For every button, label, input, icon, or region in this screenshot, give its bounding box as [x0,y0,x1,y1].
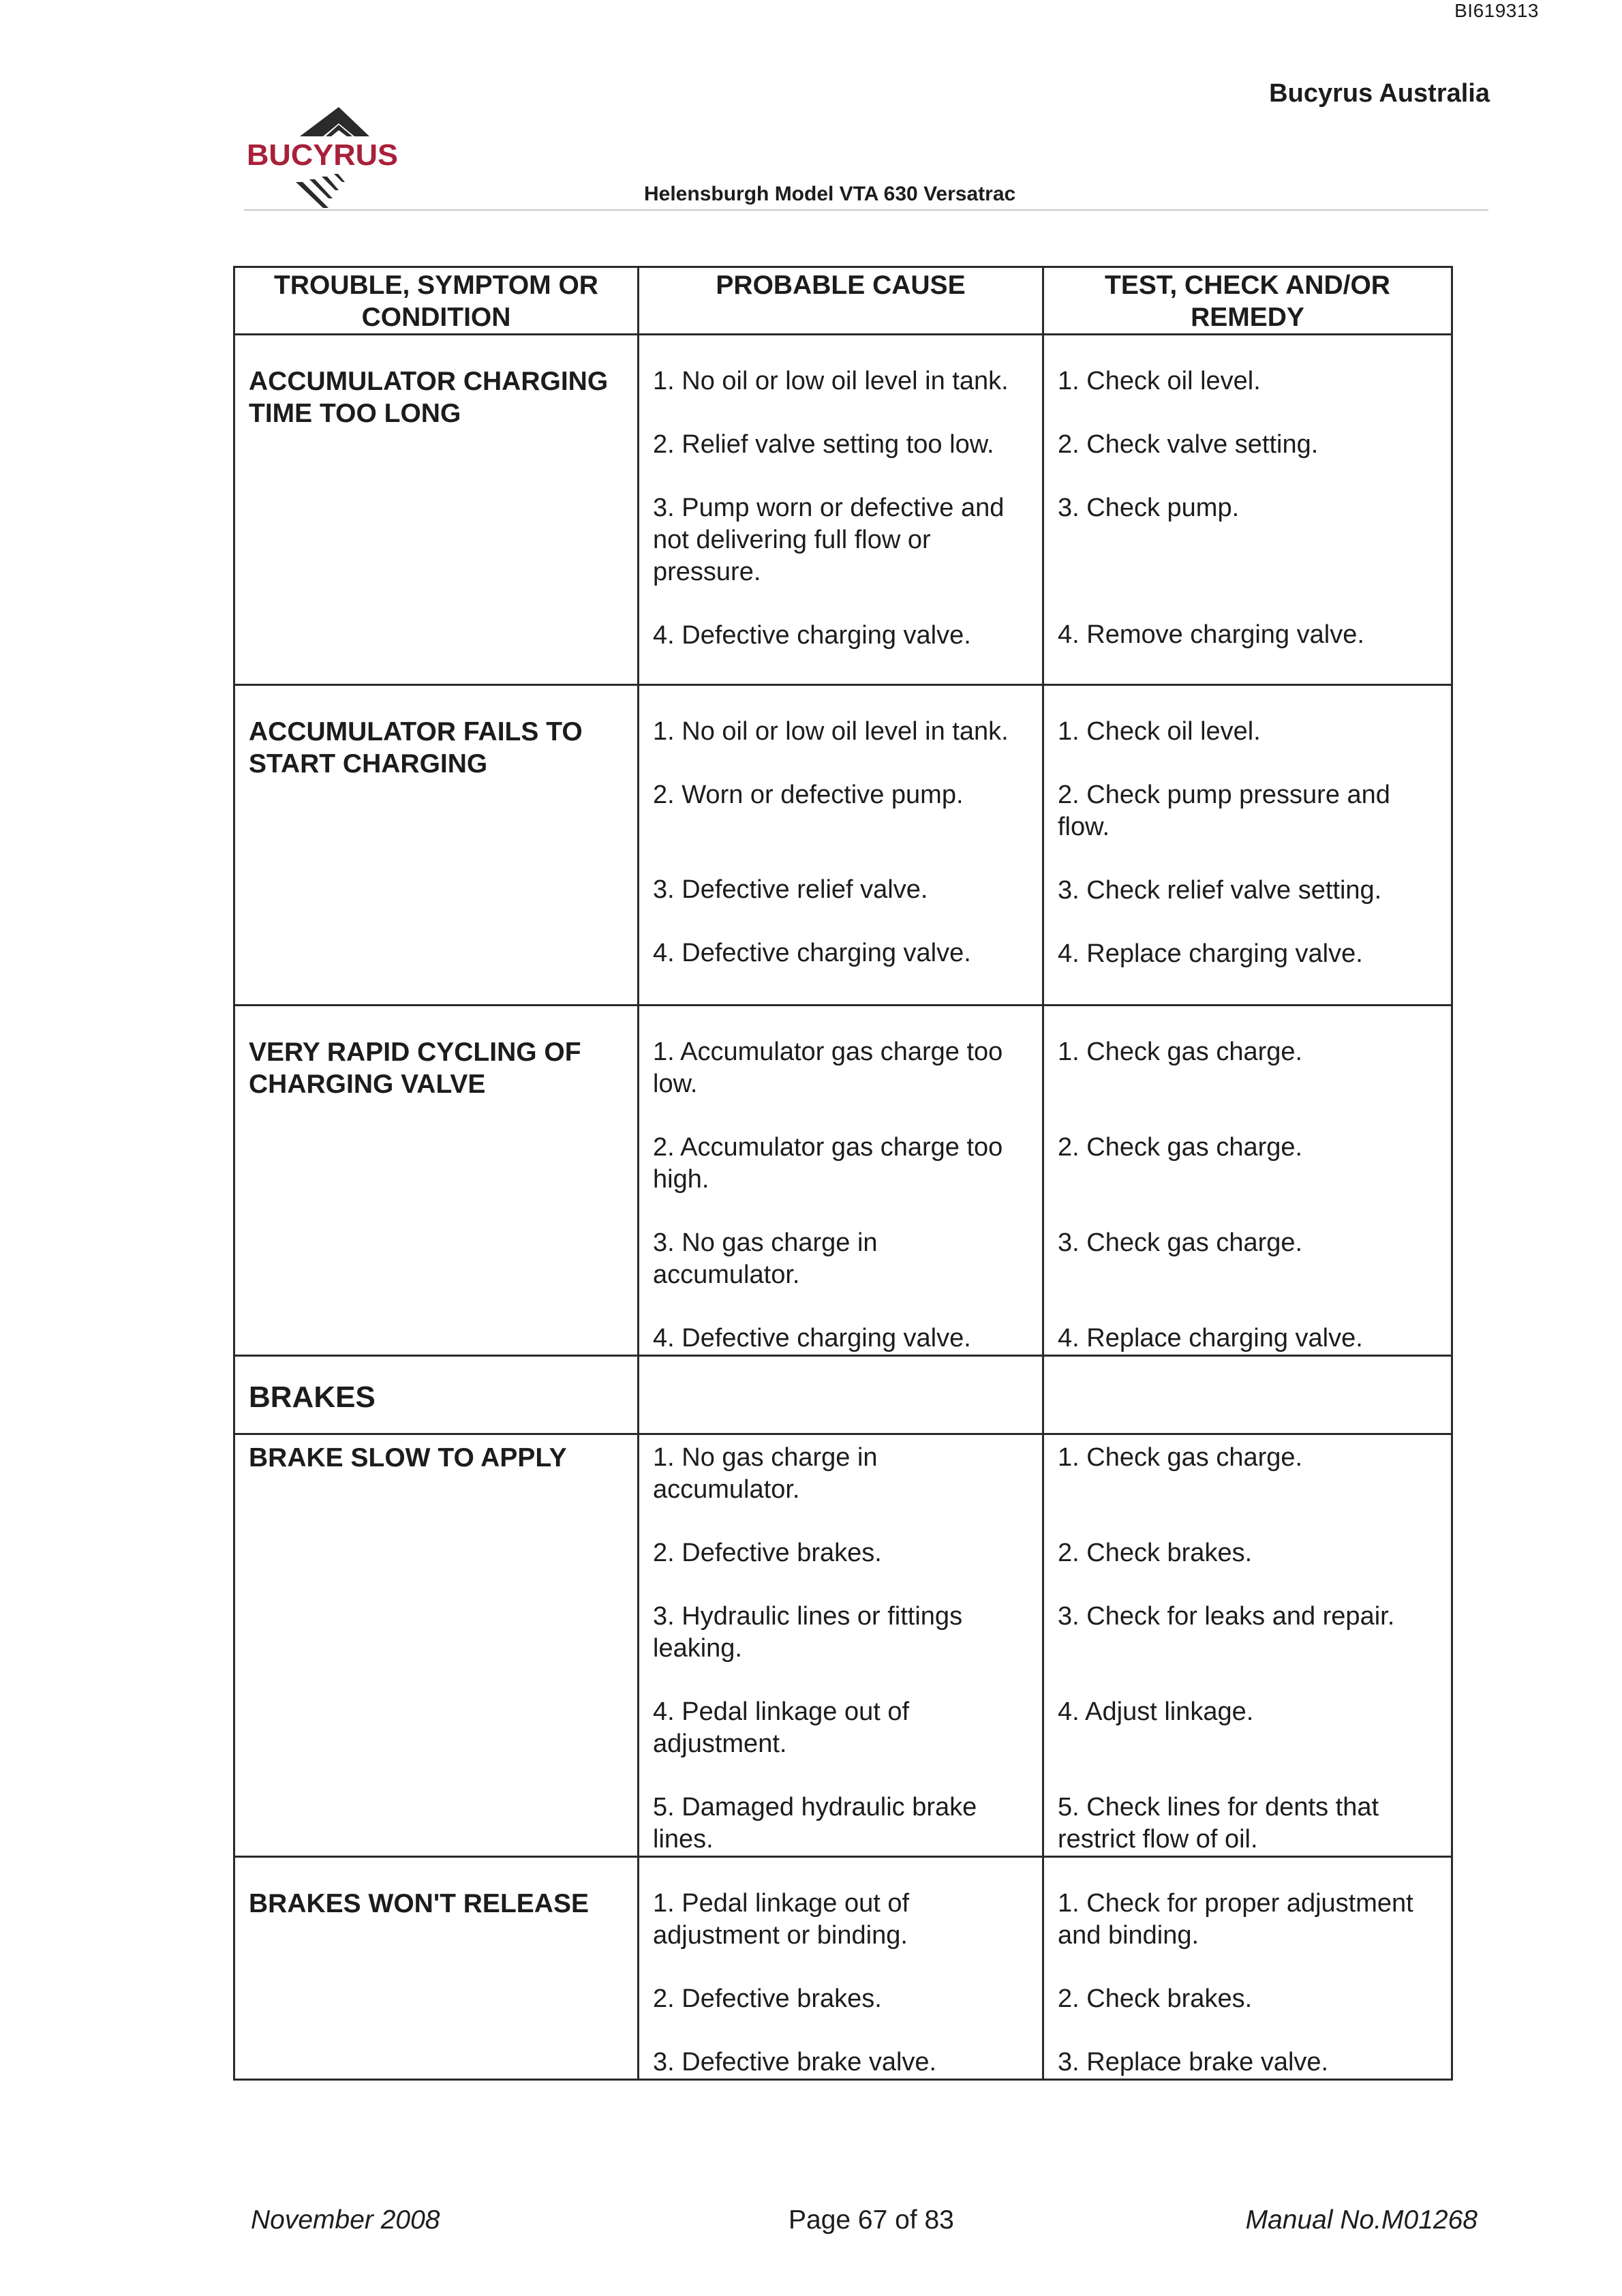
cause-item: 3. Hydraulic lines or fittings leaking. [653,1602,963,1663]
model-title: Helensburgh Model VTA 630 Versatrac [644,183,1016,205]
remedy-item: 4. Replace charging valve. [1058,939,1363,968]
header-symptom: TROUBLE, SYMPTOM OR CONDITION [234,267,639,335]
symptom-cell: BRAKE SLOW TO APPLY [234,1434,639,1857]
table-row [234,1434,1452,1857]
cause-item: 4. Defective charging valve. [653,621,971,650]
remedy-item: 2. Check pump pressure and flow. [1058,781,1390,841]
cause-item: 1. No oil or low oil level in tank. [653,717,1009,746]
cause-item: 1. Accumulator gas charge too low. [653,1038,1003,1098]
remedy-item: 5. Check lines for dents that restrict flow of oil. [1058,1793,1379,1854]
remedy-item: 4. Replace charging valve. [1058,1324,1363,1353]
remedy-cell [1043,1006,1452,1356]
cause-item: 2. Worn or defective pump. [653,781,964,809]
symptom-cell: BRAKES WON'T RELEASE [234,1857,639,2080]
remedy-cell [1043,1857,1452,2080]
section-heading: BRAKES [234,1356,639,1434]
cause-item: 3. Defective relief valve. [653,875,928,904]
table-row [234,1006,1452,1356]
remedy-item: 3. Replace brake valve. [1058,2048,1329,2076]
footer-date: November 2008 [251,2205,440,2235]
remedy-cell [1043,685,1452,1006]
cause-item: 4. Pedal linkage out of adjustment. [653,1697,910,1758]
remedy-item: 1. Check gas charge. [1058,1443,1303,1472]
header-divider [244,209,1488,211]
cause-cell [639,685,1043,1006]
cause-cell [639,1434,1043,1857]
document-id: BI619313 [1454,0,1539,21]
remedy-cell [1043,1434,1452,1857]
remedy-item: 2. Check gas charge. [1058,1133,1303,1162]
footer-manual-number: Manual No.M01268 [1245,2205,1478,2235]
section-row [234,1356,1452,1434]
logo-graphic [247,106,403,208]
remedy-item: 2. Check valve setting. [1058,430,1319,459]
table-row [234,1857,1452,2080]
empty-cell [639,1356,1043,1434]
cause-item: 4. Defective charging valve. [653,939,971,967]
remedy-item: 1. Check for proper adjustment and binding. [1058,1889,1413,1950]
cause-cell [639,335,1043,685]
remedy-item: 3. Check relief valve setting. [1058,876,1382,905]
logo-wordmark: BUCYRUS [247,138,398,172]
cause-item: 1. No gas charge in accumulator. [653,1443,878,1504]
cause-item: 3. No gas charge in accumulator. [653,1228,878,1289]
remedy-item: 4. Remove charging valve. [1058,620,1364,649]
cause-cell [639,1857,1043,2080]
company-name: Bucyrus Australia [1269,79,1490,108]
troubleshooting-table [233,266,1453,2081]
remedy-item: 3. Check gas charge. [1058,1228,1303,1257]
cause-item: 1. Pedal linkage out of adjustment or binding. [653,1889,910,1950]
cause-item: 4. Defective charging valve. [653,1324,971,1353]
table-header-row [234,267,1452,335]
table-row [234,335,1452,685]
remedy-item: 1. Check oil level. [1058,717,1261,746]
remedy-item: 3. Check for leaks and repair. [1058,1602,1395,1631]
remedy-item: 2. Check brakes. [1058,1984,1253,2013]
remedy-cell [1043,335,1452,685]
cause-item: 1. No oil or low oil level in tank. [653,367,1009,395]
cause-cell [639,1006,1043,1356]
symptom-cell: VERY RAPID CYCLING OF CHARGING VALVE [234,1006,639,1356]
remedy-item: 4. Adjust linkage. [1058,1697,1254,1726]
cause-item: 5. Damaged hydraulic brake lines. [653,1793,977,1854]
cause-item: 2. Accumulator gas charge too high. [653,1133,1003,1194]
header-remedy: TEST, CHECK AND/OR REMEDY [1043,267,1452,335]
cause-item: 2. Relief valve setting too low. [653,430,994,459]
cause-item: 3. Defective brake valve. [653,2048,937,2076]
symptom-cell: ACCUMULATOR FAILS TO START CHARGING [234,685,639,1006]
footer-page-number: Page 67 of 83 [789,2205,954,2235]
cause-item: 3. Pump worn or defective and not delivering full flow or pressure. [653,494,1005,586]
remedy-item: 2. Check brakes. [1058,1539,1253,1567]
cause-item: 2. Defective brakes. [653,1539,882,1567]
symptom-cell: ACCUMULATOR CHARGING TIME TOO LONG [234,335,639,685]
cause-item: 2. Defective brakes. [653,1984,882,2013]
bucyrus-logo [247,106,403,208]
remedy-item: 1. Check oil level. [1058,367,1261,395]
remedy-item: 3. Check pump. [1058,494,1240,522]
header-cause: PROBABLE CAUSE [639,267,1043,335]
table-row [234,685,1452,1006]
empty-cell [1043,1356,1452,1434]
remedy-item: 1. Check gas charge. [1058,1038,1303,1066]
